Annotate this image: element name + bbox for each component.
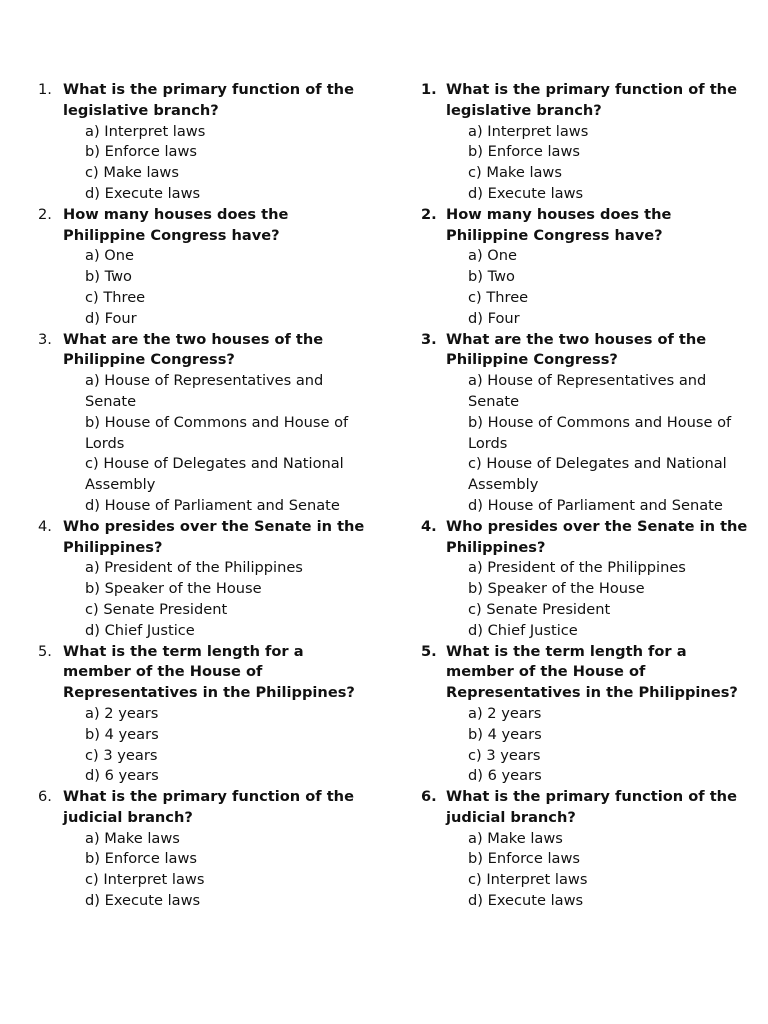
- option-a: a) Make laws: [85, 829, 180, 847]
- question-1: [421, 80, 751, 205]
- option-d: d) Execute laws: [468, 184, 584, 202]
- question-text: What is the term length for a member of the House of Representatives in the Philippines?: [63, 642, 355, 702]
- question-number: 4.: [421, 517, 437, 535]
- question-2: [421, 205, 751, 330]
- option-c: c) Senate President: [85, 600, 228, 618]
- option-b: b) Two: [468, 268, 515, 286]
- option-c: c) 3 years: [85, 746, 158, 764]
- question-number: 5.: [421, 642, 437, 660]
- option-list: [446, 122, 751, 205]
- quiz-column-left: [38, 80, 368, 912]
- option-list: [63, 704, 368, 787]
- option-list: [446, 246, 751, 329]
- option-c: c) Interpret laws: [85, 871, 205, 889]
- option-b: b) Speaker of the House: [468, 580, 645, 598]
- option-a: a) House of Representatives and Senate: [85, 372, 324, 410]
- option-d: d) Execute laws: [85, 184, 201, 202]
- option-b: b) House of Commons and House of Lords: [85, 413, 349, 452]
- option-a: a) President of the Philippines: [468, 559, 686, 577]
- question-number: 2.: [38, 205, 52, 223]
- option-c: c) Senate President: [468, 600, 611, 618]
- option-c: c) Make laws: [468, 164, 562, 182]
- option-list: [446, 829, 751, 912]
- option-d: d) Execute laws: [85, 892, 201, 910]
- option-a: a) Make laws: [468, 829, 563, 847]
- option-c: c) House of Delegates and National Assembly: [468, 455, 727, 494]
- option-a: a) 2 years: [85, 704, 159, 722]
- option-a: a) House of Representatives and Senate: [468, 372, 707, 410]
- option-b: b) Speaker of the House: [85, 580, 262, 598]
- option-d: d) Four: [468, 309, 520, 327]
- question-text: What is the primary function of the legislative branch?: [446, 81, 737, 119]
- option-b: b) Enforce laws: [85, 850, 197, 868]
- question-text: How many houses does the Philippine Congress have?: [63, 205, 289, 244]
- question-number: 3.: [38, 330, 52, 348]
- option-list: [63, 829, 368, 912]
- question-6: [38, 787, 368, 912]
- question-6: [421, 787, 751, 912]
- option-b: b) Two: [85, 268, 132, 286]
- option-a: a) Interpret laws: [468, 122, 589, 140]
- option-a: a) 2 years: [468, 704, 542, 722]
- option-d: d) Chief Justice: [468, 621, 578, 639]
- option-d: d) Execute laws: [468, 892, 584, 910]
- question-text: What is the primary function of the judicial branch?: [446, 788, 737, 826]
- option-b: b) 4 years: [468, 725, 542, 743]
- question-5: [421, 642, 751, 788]
- option-b: b) Enforce laws: [468, 143, 580, 161]
- option-b: b) Enforce laws: [85, 143, 197, 161]
- question-text: What is the term length for a member of the House of Representatives in the Philippines?: [446, 642, 738, 702]
- option-list: [63, 558, 368, 641]
- question-number: 4.: [38, 517, 52, 535]
- question-4: [38, 517, 368, 642]
- question-text: What are the two houses of the Philippine Congress?: [446, 330, 707, 369]
- option-d: d) 6 years: [85, 767, 159, 785]
- question-2: [38, 205, 368, 330]
- option-d: d) Chief Justice: [85, 621, 195, 639]
- question-text: What is the primary function of the judicial branch?: [63, 788, 354, 826]
- option-b: b) 4 years: [85, 725, 159, 743]
- question-text: How many houses does the Philippine Congress have?: [446, 205, 672, 244]
- quiz-column-right: [421, 80, 751, 912]
- option-b: b) House of Commons and House of Lords: [468, 413, 732, 452]
- question-number: 5.: [38, 642, 52, 660]
- option-a: a) President of the Philippines: [85, 559, 303, 577]
- question-number: 3.: [421, 330, 437, 348]
- option-d: d) 6 years: [468, 767, 542, 785]
- option-d: d) Four: [85, 309, 137, 327]
- question-text: What are the two houses of the Philippine Congress?: [63, 330, 324, 369]
- question-3: [38, 330, 368, 517]
- question-1: [38, 80, 368, 205]
- option-list: [63, 122, 368, 205]
- option-a: a) Interpret laws: [85, 122, 206, 140]
- question-4: [421, 517, 751, 642]
- option-list: [446, 558, 751, 641]
- option-list: [63, 371, 368, 517]
- option-b: b) Enforce laws: [468, 850, 580, 868]
- question-text: Who presides over the Senate in the Philippines?: [446, 517, 748, 556]
- option-d: d) House of Parliament and Senate: [468, 496, 723, 514]
- question-number: 1.: [38, 81, 52, 98]
- option-a: a) One: [468, 247, 517, 265]
- option-c: c) Three: [85, 288, 146, 306]
- question-text: What is the primary function of the legislative branch?: [63, 81, 354, 119]
- option-c: c) 3 years: [468, 746, 541, 764]
- question-number: 2.: [421, 205, 437, 223]
- option-c: c) Interpret laws: [468, 871, 588, 889]
- question-text: Who presides over the Senate in the Philippines?: [63, 517, 365, 556]
- question-number: 1.: [421, 81, 437, 98]
- question-number: 6.: [38, 788, 52, 806]
- option-c: c) Three: [468, 288, 529, 306]
- question-5: [38, 642, 368, 788]
- option-list: [63, 246, 368, 329]
- question-number: 6.: [421, 788, 437, 806]
- option-list: [446, 371, 751, 517]
- question-3: [421, 330, 751, 517]
- option-a: a) One: [85, 247, 134, 265]
- option-c: c) House of Delegates and National Assembly: [85, 455, 344, 494]
- option-list: [446, 704, 751, 787]
- option-d: d) House of Parliament and Senate: [85, 496, 340, 514]
- option-c: c) Make laws: [85, 164, 179, 182]
